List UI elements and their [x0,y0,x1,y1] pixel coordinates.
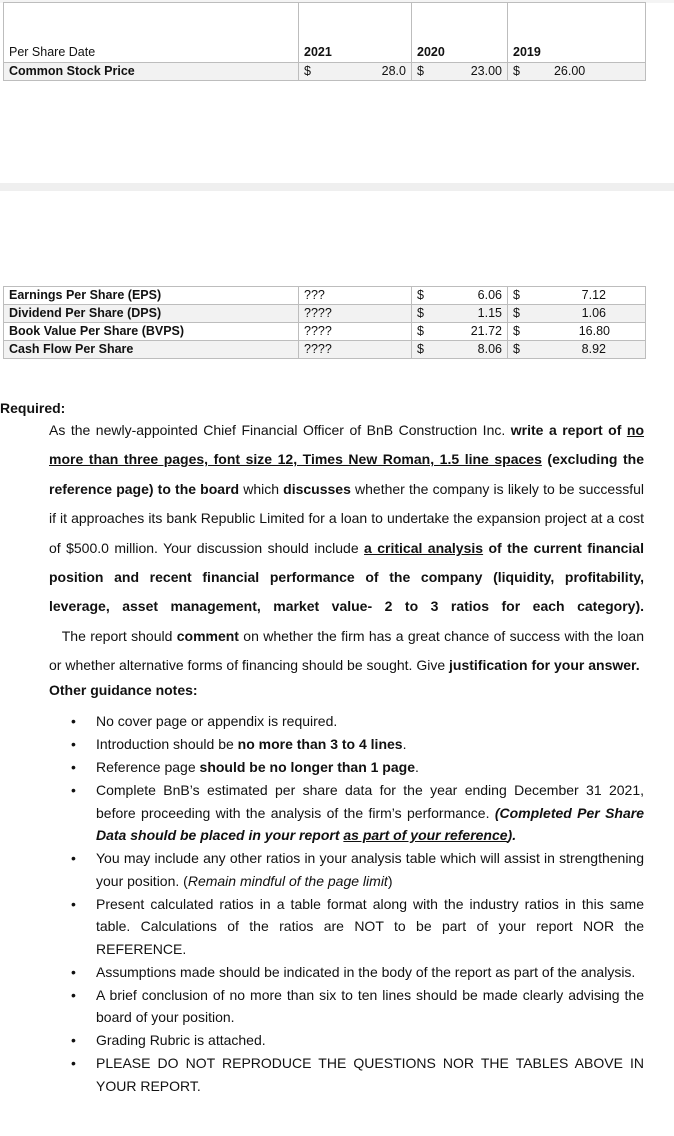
page-break-band [0,183,674,191]
value-2020 [412,341,508,359]
text: whether the company is likely to be successful if it approaches its bank Republic Limited for a loan to undertake the expansion project at a cost of $500.0 million. Your discussion should include [49,480,644,556]
list-item [49,984,644,1029]
list-item [49,1052,644,1097]
value: 1.06 [581,306,606,320]
value-2021: ??? [299,287,412,305]
currency-symbol: $ [417,64,424,78]
stock-price-table [3,2,646,81]
list-item [49,847,644,892]
text: of the current financial position and recent financial performance of the company (liquidity, profitability, leverage, asset management, market value- 2 to 3 ratios for each category). [49,539,644,615]
year-2019-header: 2019 [508,3,646,63]
year-2020-header: 2020 [412,3,508,63]
text: A brief conclusion of no more than six to ten lines should be made clearly advising the board of your position. [96,986,644,1025]
table-row [4,341,646,359]
currency-symbol: $ [513,288,520,302]
text: PLEASE DO NOT REPRODUCE THE QUESTIONS NOR THE TABLES ABOVE IN YOUR REPORT. [96,1055,644,1094]
currency-symbol: $ [513,64,520,78]
text: Reference page [96,759,200,775]
bullet-icon: • [71,850,76,866]
currency-symbol: $ [417,288,424,302]
value: 16.80 [578,324,610,338]
text: Present calculated ratios in a table format along with the industry ratios in this same table. Calculations of the ratios are NOT to be part of your report NOR the REFERENCE. [96,895,644,957]
bullet-icon: • [71,782,76,798]
text: (excluding the reference page) to the board [49,451,644,497]
list-item [49,779,644,847]
text: You may include any other ratios in your analysis table which will assist in strengthening your position. ( [96,850,644,889]
bullet-icon: • [71,713,76,729]
text: The report should [49,627,177,644]
text: no more than three pages, font size 12, Times New Roman, 1.5 line spaces [49,422,645,468]
table-row [4,305,646,323]
currency-symbol: $ [513,324,520,338]
value-cell [299,63,412,81]
list-item [49,710,644,733]
row-label: Earnings Per Share (EPS) [4,287,299,305]
list-item [49,1029,644,1052]
currency-symbol: $ [417,342,424,356]
required-paragraph [49,416,644,681]
table-header-row [4,3,646,63]
value-cell [412,63,508,81]
required-heading: Required: [0,400,66,416]
text: ). [507,827,517,843]
value-2021: ???? [299,341,412,359]
per-share-data-table [3,286,646,359]
value-2019 [508,287,646,305]
text: Grading Rubric is attached. [96,1032,266,1048]
value-2020 [412,323,508,341]
text: which [239,480,284,497]
text: (Completed Per Share Data should be placed in your report [96,804,645,843]
guidance-list [49,710,644,1098]
currency-symbol: $ [513,342,520,356]
text: . [415,759,419,775]
value: 26.00 [553,64,586,78]
currency-symbol: $ [304,64,311,78]
bullet-icon: • [71,736,76,752]
bullet-icon: • [71,986,76,1003]
table-row [4,323,646,341]
value: 7.12 [581,288,606,302]
bullet-icon: • [71,1032,76,1048]
table-row [4,287,646,305]
text: Introduction should be [96,736,238,752]
text: a critical analysis [364,539,484,556]
text: comment [176,627,239,644]
text: Complete BnB’s estimated per share data for the year ending December 31 2021, before proceeding with the analysis of the firm’s performance. [96,782,644,821]
value: 28.0 [381,64,406,78]
text: Assumptions made should be indicated in the body of the report as part of the analysis. [96,963,636,980]
text: discusses [283,480,351,497]
currency-symbol: $ [417,324,424,338]
value: 8.06 [477,342,502,356]
text: as part of your reference [343,827,508,843]
text: . [402,736,407,752]
value-2021: ???? [299,323,412,341]
value-2020 [412,305,508,323]
value: 8.92 [581,342,606,356]
value-2020 [412,287,508,305]
bullet-icon: • [71,895,76,912]
value: 21.72 [470,324,502,338]
currency-symbol: $ [417,306,424,320]
text: Remain mindful of the page limit [187,872,388,889]
text: No cover page or appendix is required. [96,713,338,729]
bullet-icon: • [71,963,76,980]
text: no more than 3 to 4 lines [237,736,403,752]
value: 1.15 [477,306,502,320]
row-label: Book Value Per Share (BVPS) [4,323,299,341]
guidance-heading: Other guidance notes: [49,682,198,698]
row-label: Common Stock Price [4,63,299,81]
text: As the newly-appointed Chief Financial Officer of BnB Construction Inc. [49,422,511,438]
bullet-icon: • [71,1055,76,1071]
text: should be no longer than 1 page [199,759,415,775]
list-item [49,893,644,961]
value: 6.06 [477,288,502,302]
year-2021-header: 2021 [299,3,412,63]
row-label: Dividend Per Share (DPS) [4,305,299,323]
bullet-icon: • [71,759,76,775]
value-2019 [508,341,646,359]
value: 23.00 [470,64,502,78]
table-row [4,63,646,81]
list-item [49,961,644,984]
value-2021: ???? [299,305,412,323]
text: ) [387,872,393,889]
row-label: Cash Flow Per Share [4,341,299,359]
text: on whether the firm has a great chance of success with the loan or whether alternative forms of financing should be sought. Give [49,627,645,674]
per-share-date-label: Per Share Date [4,3,299,63]
text: write a report of [510,422,627,438]
currency-symbol: $ [513,306,520,320]
list-item [49,756,644,779]
value-2019 [508,305,646,323]
value-cell [508,63,646,81]
list-item [49,733,644,756]
value-2019 [508,323,646,341]
text: justification for your answer. [449,657,640,674]
